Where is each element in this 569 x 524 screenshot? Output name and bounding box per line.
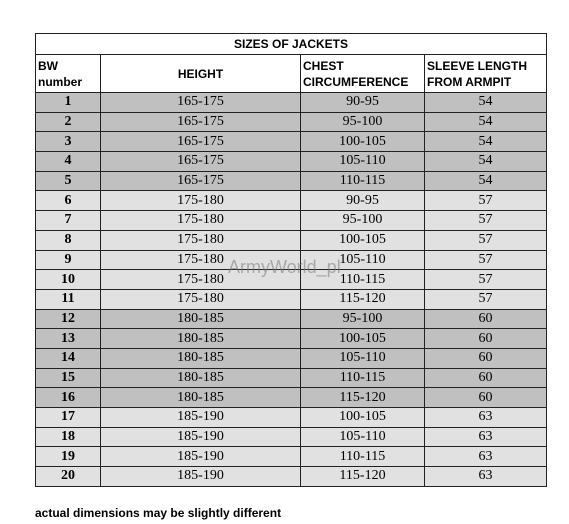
- bw-cell: 4: [36, 152, 101, 172]
- chest-cell: 110-115: [301, 447, 425, 467]
- bw-cell: 19: [36, 447, 101, 467]
- table-row: [36, 447, 547, 467]
- height-cell: 180-185: [101, 309, 301, 329]
- chest-cell: 110-115: [301, 171, 425, 191]
- chest-cell: 110-115: [301, 270, 425, 290]
- bw-cell: 17: [36, 408, 101, 428]
- table-row: [36, 250, 547, 270]
- chest-cell: 95-100: [301, 309, 425, 329]
- sleeve-cell: 60: [425, 329, 547, 349]
- bw-cell: 13: [36, 329, 101, 349]
- bw-cell: 6: [36, 191, 101, 211]
- height-cell: 165-175: [101, 152, 301, 172]
- height-cell: 185-190: [101, 447, 301, 467]
- jacket-size-table: [35, 33, 547, 487]
- table-row: [36, 427, 547, 447]
- sleeve-cell: 57: [425, 230, 547, 250]
- table-row: [36, 191, 547, 211]
- chest-cell: 95-100: [301, 112, 425, 132]
- sleeve-cell: 54: [425, 152, 547, 172]
- table-row: [36, 112, 547, 132]
- height-cell: 180-185: [101, 348, 301, 368]
- height-cell: 175-180: [101, 270, 301, 290]
- watermark-text: ArmyWorld_pl: [228, 257, 341, 277]
- bw-cell: 5: [36, 171, 101, 191]
- height-cell: 165-175: [101, 171, 301, 191]
- height-cell: 175-180: [101, 250, 301, 270]
- height-cell: 180-185: [101, 329, 301, 349]
- bw-cell: 10: [36, 270, 101, 290]
- height-cell: 165-175: [101, 112, 301, 132]
- chest-cell: 105-110: [301, 348, 425, 368]
- sleeve-cell: 63: [425, 427, 547, 447]
- header-height: HEIGHT: [101, 55, 301, 93]
- table-row: [36, 309, 547, 329]
- bw-cell: 20: [36, 467, 101, 487]
- chest-cell: 105-110: [301, 250, 425, 270]
- sleeve-cell: 60: [425, 368, 547, 388]
- table-title: SIZES OF JACKETS: [36, 34, 547, 55]
- chest-cell: 115-120: [301, 289, 425, 309]
- height-cell: 175-180: [101, 289, 301, 309]
- header-chest-circumference: CHEST CIRCUMFERENCE: [301, 55, 425, 93]
- bw-cell: 2: [36, 112, 101, 132]
- table-row: [36, 368, 547, 388]
- sleeve-cell: 54: [425, 112, 547, 132]
- height-cell: 185-190: [101, 427, 301, 447]
- table-row: [36, 230, 547, 250]
- header-row: [36, 55, 547, 93]
- sleeve-cell: 57: [425, 289, 547, 309]
- bw-cell: 11: [36, 289, 101, 309]
- height-cell: 165-175: [101, 132, 301, 152]
- sleeve-cell: 54: [425, 171, 547, 191]
- sleeve-cell: 57: [425, 211, 547, 231]
- height-cell: 165-175: [101, 93, 301, 113]
- chest-cell: 90-95: [301, 93, 425, 113]
- bw-cell: 3: [36, 132, 101, 152]
- chest-cell: 110-115: [301, 368, 425, 388]
- table-row: [36, 132, 547, 152]
- sleeve-cell: 60: [425, 388, 547, 408]
- bw-cell: 8: [36, 230, 101, 250]
- sleeve-cell: 54: [425, 132, 547, 152]
- chest-cell: 100-105: [301, 408, 425, 428]
- table-row: [36, 211, 547, 231]
- bw-cell: 12: [36, 309, 101, 329]
- height-cell: 185-190: [101, 467, 301, 487]
- sleeve-cell: 60: [425, 309, 547, 329]
- table-row: [36, 270, 547, 290]
- table-row: [36, 289, 547, 309]
- chest-cell: 115-120: [301, 388, 425, 408]
- header-sleeve-length: SLEEVE LENGTH FROM ARMPIT: [425, 55, 547, 93]
- height-cell: 185-190: [101, 408, 301, 428]
- header-bw-number: BW number: [36, 55, 101, 93]
- chest-cell: 100-105: [301, 132, 425, 152]
- bw-cell: 14: [36, 348, 101, 368]
- chest-cell: 100-105: [301, 230, 425, 250]
- height-cell: 180-185: [101, 388, 301, 408]
- height-cell: 180-185: [101, 368, 301, 388]
- height-cell: 175-180: [101, 211, 301, 231]
- chest-cell: 105-110: [301, 152, 425, 172]
- sleeve-cell: 54: [425, 93, 547, 113]
- bw-cell: 16: [36, 388, 101, 408]
- table-row: [36, 152, 547, 172]
- table-row: [36, 329, 547, 349]
- bw-cell: 1: [36, 93, 101, 113]
- sleeve-cell: 63: [425, 447, 547, 467]
- bw-cell: 7: [36, 211, 101, 231]
- sleeve-cell: 60: [425, 348, 547, 368]
- chest-cell: 95-100: [301, 211, 425, 231]
- chest-cell: 115-120: [301, 467, 425, 487]
- sleeve-cell: 57: [425, 191, 547, 211]
- footnote-text: actual dimensions may be slightly different: [35, 506, 282, 520]
- chest-cell: 90-95: [301, 191, 425, 211]
- bw-cell: 15: [36, 368, 101, 388]
- sleeve-cell: 63: [425, 408, 547, 428]
- sleeve-cell: 57: [425, 250, 547, 270]
- table-row: [36, 467, 547, 487]
- table-row: [36, 408, 547, 428]
- height-cell: 175-180: [101, 230, 301, 250]
- table-row: [36, 93, 547, 113]
- sleeve-cell: 57: [425, 270, 547, 290]
- bw-cell: 18: [36, 427, 101, 447]
- sleeve-cell: 63: [425, 467, 547, 487]
- table-row: [36, 348, 547, 368]
- chest-cell: 105-110: [301, 427, 425, 447]
- height-cell: 175-180: [101, 191, 301, 211]
- chest-cell: 100-105: [301, 329, 425, 349]
- table-row: [36, 171, 547, 191]
- bw-cell: 9: [36, 250, 101, 270]
- table-row: [36, 388, 547, 408]
